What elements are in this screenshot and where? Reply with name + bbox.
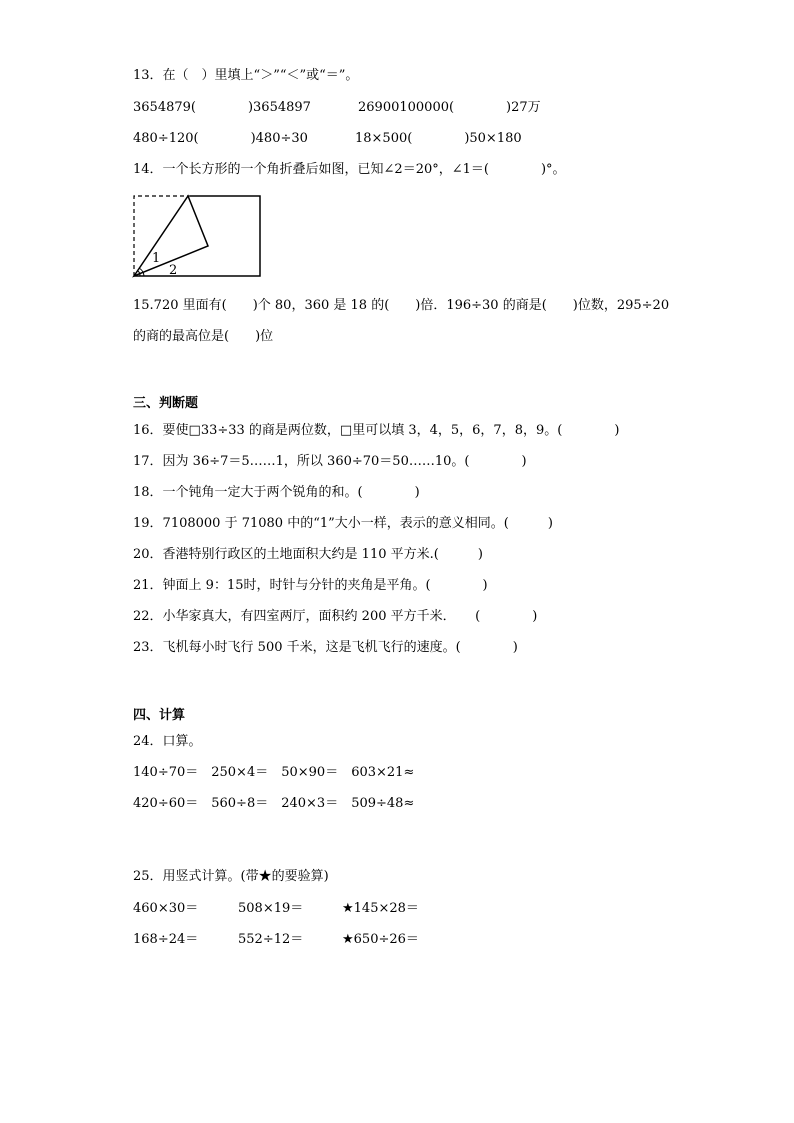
q25-row1-c: ★145×28＝ [342, 901, 419, 916]
q20: 20．香港特别行政区的土地面积大约是 110 平方米.( ) [133, 547, 483, 562]
q13-prompt: 13．在（ ）里填上“＞”“＜”或“＝”。 [133, 68, 359, 83]
q24-row2: 420÷60＝ 560÷8＝ 240×3＝ 509÷48≈ [133, 796, 415, 811]
q15-line2: 的商的最高位是( )位 [133, 329, 274, 344]
q17: 17．因为 36÷7＝5……1，所以 360÷70＝50……10。( ) [133, 454, 527, 469]
q25-row2-b: 552÷12＝ [238, 932, 304, 947]
q25-prompt: 25．用竖式计算。(带★的要验算) [133, 869, 329, 884]
section-3-title: 三、判断题 [133, 396, 199, 411]
q24-row1: 140÷70＝ 250×4＝ 50×90＝ 603×21≈ [133, 765, 415, 780]
q25-row2-a: 168÷24＝ [133, 932, 199, 947]
q23: 23．飞机每小时飞行 500 千米，这是飞机飞行的速度。( ) [133, 640, 518, 655]
q25-row1-a: 460×30＝ [133, 901, 199, 916]
q24-prompt: 24．口算。 [133, 734, 202, 749]
folded-rectangle-figure [130, 192, 264, 280]
fig-label-2: 2 [169, 263, 178, 278]
fig-label-1: 1 [152, 251, 161, 266]
q25-row1-b: 508×19＝ [238, 901, 304, 916]
q13-row2-a: 480÷120( )480÷30 [133, 131, 308, 146]
q13-row2-b: 18×500( )50×180 [355, 131, 522, 146]
q25-row2-c: ★650÷26＝ [342, 932, 419, 947]
section-4-title: 四、计算 [133, 708, 186, 723]
q18: 18．一个钝角一定大于两个锐角的和。( ) [133, 485, 420, 500]
q15-line1: 15.720 里面有( )个 80，360 是 18 的( )倍．196÷30 的商是( )位数，295÷20 [133, 298, 670, 313]
q21: 21．钟面上 9：15时，时针与分针的夹角是平角。( ) [133, 578, 488, 593]
q19: 19．7108000 于 71080 中的“1”大小一样，表示的意义相同。( ) [133, 516, 553, 531]
q22: 22．小华家真大，有四室两厅，面积约 200 平方千米． ( ) [133, 609, 538, 624]
q13-row1-b: 26900100000( )27万 [358, 100, 541, 115]
q16: 16．要使□33÷33 的商是两位数，□里可以填 3，4，5，6，7，8，9。( ) [133, 423, 620, 438]
q13-row1-a: 3654879( )3654897 [133, 100, 311, 115]
q14-prompt: 14．一个长方形的一个角折叠后如图，已知∠2＝20°，∠1＝( )°。 [133, 162, 566, 177]
